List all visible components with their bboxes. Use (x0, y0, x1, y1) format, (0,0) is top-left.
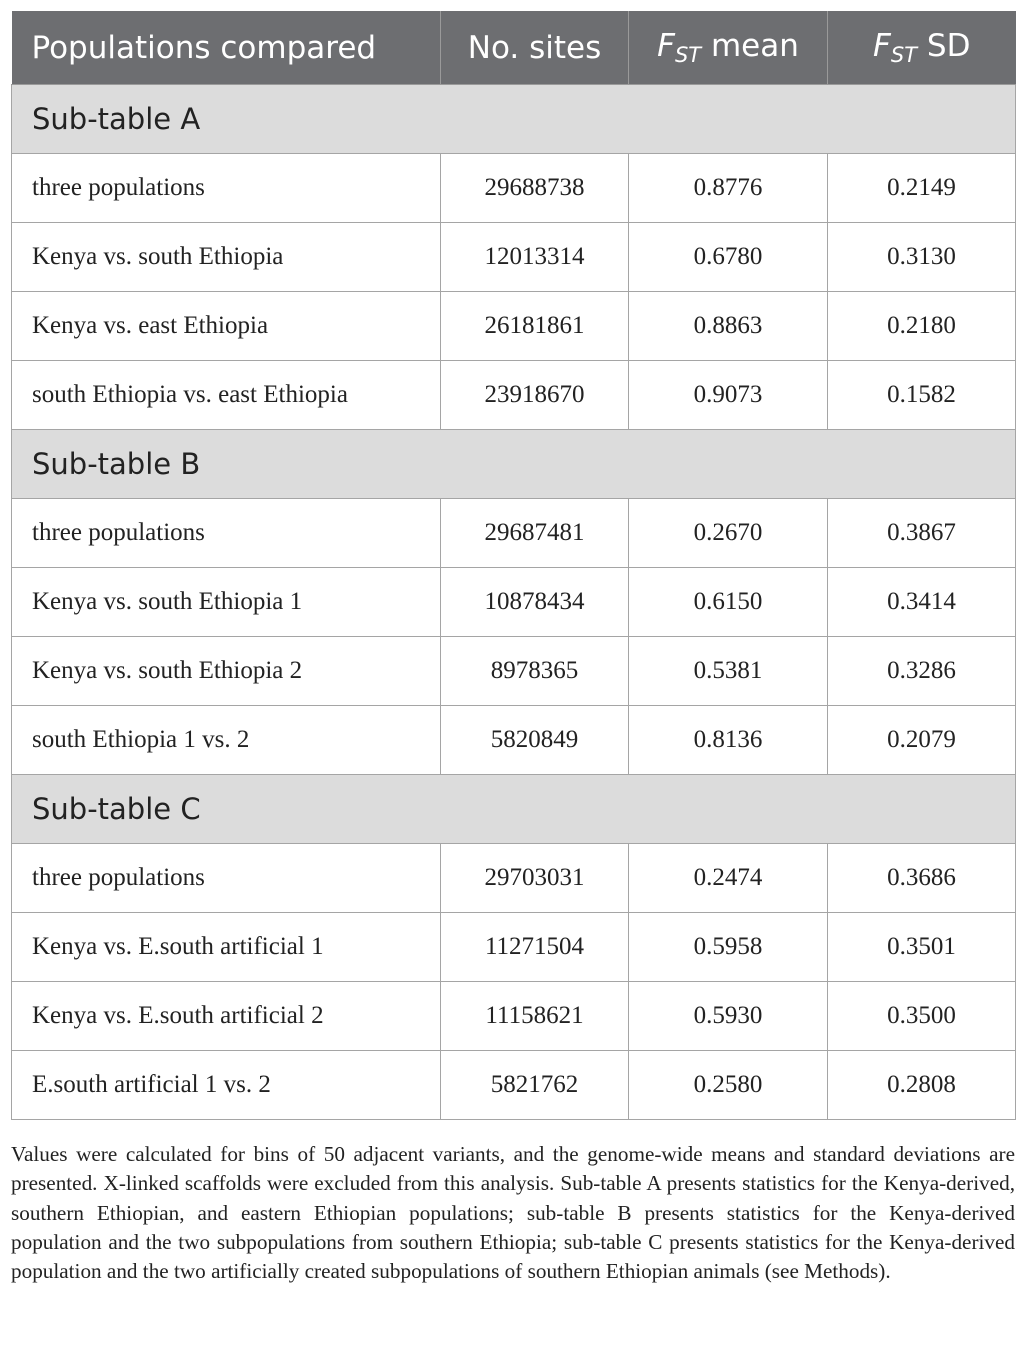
sites-cell: 11271504 (441, 913, 629, 982)
sites-cell: 5820849 (441, 706, 629, 775)
fst-sd-cell: 0.2149 (828, 154, 1016, 223)
fst-sd-cell: 0.2079 (828, 706, 1016, 775)
sites-cell: 26181861 (441, 292, 629, 361)
sites-cell: 23918670 (441, 361, 629, 430)
sites-cell: 5821762 (441, 1051, 629, 1120)
sites-cell: 11158621 (441, 982, 629, 1051)
fst-mean-cell: 0.9073 (629, 361, 828, 430)
sites-cell: 29703031 (441, 844, 629, 913)
table-row (12, 568, 1016, 637)
table-row (12, 361, 1016, 430)
fst-sd-cell: 0.2808 (828, 1051, 1016, 1120)
fst-mean-cell: 0.2670 (629, 499, 828, 568)
fst-sd-cell: 0.3286 (828, 637, 1016, 706)
header-populations-compared: Populations compared (12, 11, 441, 85)
table-row (12, 913, 1016, 982)
fst-symbol: F (873, 28, 891, 64)
section-row (12, 85, 1016, 154)
fst-mean-cell: 0.2580 (629, 1051, 828, 1120)
fst-mean-cell: 0.8136 (629, 706, 828, 775)
fst-sd-cell: 0.1582 (828, 361, 1016, 430)
fst-sd-cell: 0.3686 (828, 844, 1016, 913)
fst-sd-cell: 0.3414 (828, 568, 1016, 637)
populations-cell: Kenya vs. south Ethiopia 1 (12, 568, 441, 637)
table-row (12, 499, 1016, 568)
fst-subscript: ST (890, 43, 918, 67)
fst-mean-cell: 0.2474 (629, 844, 828, 913)
fst-subscript: ST (674, 43, 702, 67)
sites-cell: 10878434 (441, 568, 629, 637)
populations-cell: Kenya vs. south Ethiopia 2 (12, 637, 441, 706)
table-row (12, 637, 1016, 706)
section-title: Sub-table C (12, 775, 1016, 844)
populations-cell: E.south artificial 1 vs. 2 (12, 1051, 441, 1120)
fst-table-container (11, 11, 1015, 1120)
sites-cell: 29688738 (441, 154, 629, 223)
table-header (12, 11, 1016, 85)
header-mean-label: mean (701, 28, 799, 64)
sites-cell: 29687481 (441, 499, 629, 568)
fst-mean-cell: 0.5381 (629, 637, 828, 706)
populations-cell: Kenya vs. south Ethiopia (12, 223, 441, 292)
table-row (12, 844, 1016, 913)
table-row (12, 982, 1016, 1051)
fst-mean-cell: 0.8863 (629, 292, 828, 361)
populations-cell: three populations (12, 154, 441, 223)
fst-mean-cell: 0.6780 (629, 223, 828, 292)
header-fst-sd (828, 11, 1016, 85)
table-footnote: Values were calculated for bins of 50 adjacent variants, and the genome-wide means and standard deviations are presented. X-linked scaffolds were excluded from this analysis. Sub-table A presents statistics for the Kenya-derived, southern Ethiopian, and eastern Ethiopian populations; sub-table B presents statistics for the Kenya-derived population and the two subpopulations from southern Ethiopia; sub-table C presents statistics for the Kenya-derived population and the two artificially created subpopulations of southern Ethiopian animals (see Methods). (11, 1142, 1015, 1284)
fst-symbol: F (657, 28, 675, 64)
populations-cell: Kenya vs. E.south artificial 1 (12, 913, 441, 982)
table-row (12, 1051, 1016, 1120)
table-row (12, 292, 1016, 361)
fst-sd-cell: 0.3130 (828, 223, 1016, 292)
table-row (12, 706, 1016, 775)
header-no-sites: No. sites (441, 11, 629, 85)
section-row (12, 430, 1016, 499)
sites-cell: 8978365 (441, 637, 629, 706)
fst-sd-cell: 0.3500 (828, 982, 1016, 1051)
fst-mean-cell: 0.5958 (629, 913, 828, 982)
section-title: Sub-table B (12, 430, 1016, 499)
populations-cell: Kenya vs. east Ethiopia (12, 292, 441, 361)
table-row (12, 223, 1016, 292)
section-row (12, 775, 1016, 844)
section-title: Sub-table A (12, 85, 1016, 154)
header-sd-label: SD (917, 28, 971, 64)
fst-sd-cell: 0.3867 (828, 499, 1016, 568)
fst-sd-cell: 0.2180 (828, 292, 1016, 361)
table-body (12, 85, 1016, 1120)
fst-sd-cell: 0.3501 (828, 913, 1016, 982)
populations-cell: south Ethiopia 1 vs. 2 (12, 706, 441, 775)
populations-cell: Kenya vs. E.south artificial 2 (12, 982, 441, 1051)
header-row (12, 11, 1016, 85)
populations-cell: three populations (12, 499, 441, 568)
populations-cell: three populations (12, 844, 441, 913)
header-fst-mean (629, 11, 828, 85)
fst-mean-cell: 0.8776 (629, 154, 828, 223)
fst-table (11, 11, 1016, 1120)
populations-cell: south Ethiopia vs. east Ethiopia (12, 361, 441, 430)
fst-mean-cell: 0.5930 (629, 982, 828, 1051)
table-row (12, 154, 1016, 223)
fst-mean-cell: 0.6150 (629, 568, 828, 637)
sites-cell: 12013314 (441, 223, 629, 292)
